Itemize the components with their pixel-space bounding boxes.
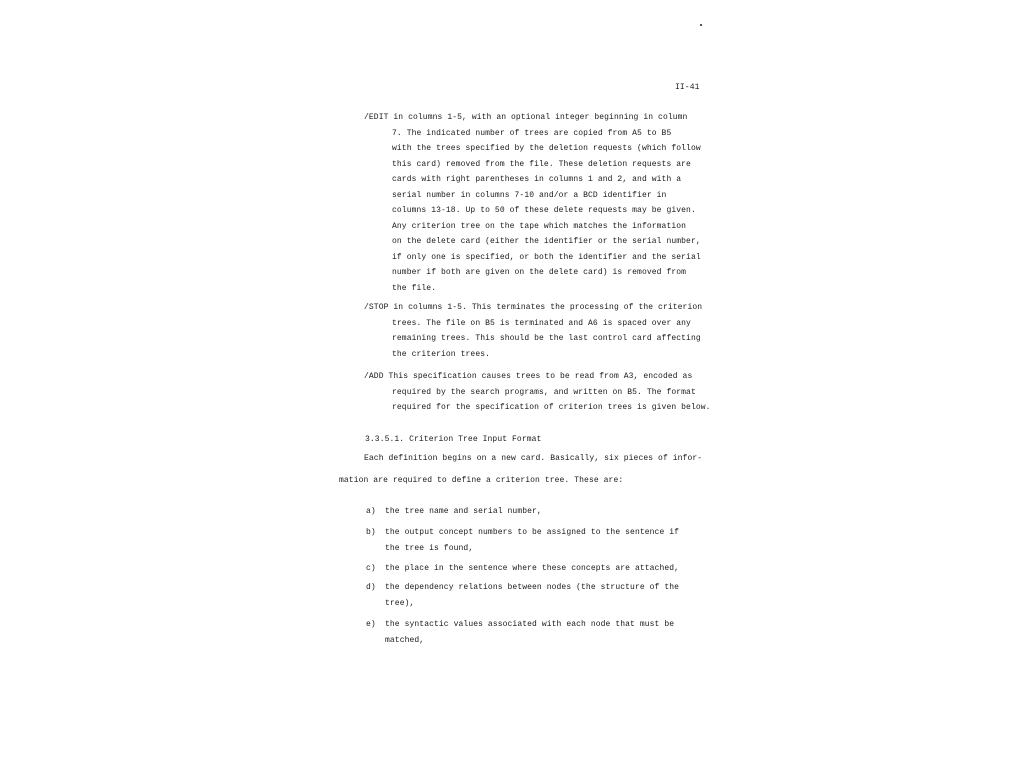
list-item-text: the syntactic values associated with each node that must be: [385, 620, 675, 629]
list-item: [366, 525, 679, 556]
paragraph-line: Each definition begins on a new card. Basically, six pieces of infor-: [364, 454, 703, 463]
stop-entry: [364, 300, 702, 362]
list-item-text: matched,: [385, 635, 425, 645]
entry-line: this card) removed from the file. These deletion requests are: [392, 159, 691, 169]
list-item-label: a): [366, 507, 376, 516]
entry-line: required for the specification of criterion trees is given below.: [392, 403, 711, 412]
entry-line: /STOP in columns 1-5. This terminates the processing of the criterion: [364, 303, 703, 312]
entry-line: number if both are given on the delete card) is removed from: [392, 268, 687, 277]
list-item-label: c): [366, 564, 376, 573]
section-heading: 3.3.5.1. Criterion Tree Input Format: [365, 435, 542, 444]
entry-line: on the delete card (either the identifier or the serial number,: [392, 237, 701, 246]
entry-line: with the trees specified by the deletion requests (which follow: [392, 144, 701, 153]
list-item-label: b): [366, 528, 376, 537]
entry-line: the file.: [392, 283, 437, 293]
entry-line: columns 13-18. Up to 50 of these delete requests may be given.: [392, 206, 696, 215]
list-item-label: d): [366, 583, 376, 592]
entry-line: if only one is specified, or both the identifier and the serial: [392, 252, 701, 262]
list-item-text: the tree is found,: [385, 543, 474, 553]
scan-speck: [700, 24, 702, 26]
entry-line: serial number in columns 7-10 and/or a BCD identifier in: [392, 190, 667, 200]
entry-line: /ADD This specification causes trees to be read from A3, encoded as: [364, 372, 693, 381]
list-item-text: tree),: [385, 598, 415, 608]
list-item-label: e): [366, 620, 376, 629]
list-item: [366, 561, 679, 577]
list-item-text: the output concept numbers to be assigned to the sentence if: [385, 528, 680, 537]
list-item: [366, 617, 674, 648]
add-entry: [364, 369, 711, 416]
entry-line: cards with right parentheses in columns 1 and 2, and with a: [392, 175, 682, 184]
list-item-text: the dependency relations between nodes (the structure of the: [385, 583, 680, 592]
entry-line: /EDIT in columns 1-5, with an optional integer beginning in column: [364, 113, 688, 122]
entry-line: 7. The indicated number of trees are copied from A5 to B5: [392, 128, 672, 138]
list-item: [366, 580, 679, 611]
list-item-text: the tree name and serial number,: [385, 507, 542, 516]
paragraph-line: mation are required to define a criterion tree. These are:: [339, 476, 624, 485]
edit-entry: [364, 110, 701, 296]
page-number: II-41: [675, 83, 700, 92]
entry-line: trees. The file on B5 is terminated and A6 is spaced over any: [392, 318, 691, 328]
entry-line: remaining trees. This should be the last control card affecting: [392, 334, 701, 343]
list-item: [366, 504, 542, 520]
list-item-text: the place in the sentence where these concepts are attached,: [385, 564, 680, 573]
entry-line: the criterion trees.: [392, 349, 491, 359]
entry-line: required by the search programs, and written on B5. The format: [392, 387, 696, 397]
entry-line: Any criterion tree on the tape which matches the information: [392, 221, 687, 231]
